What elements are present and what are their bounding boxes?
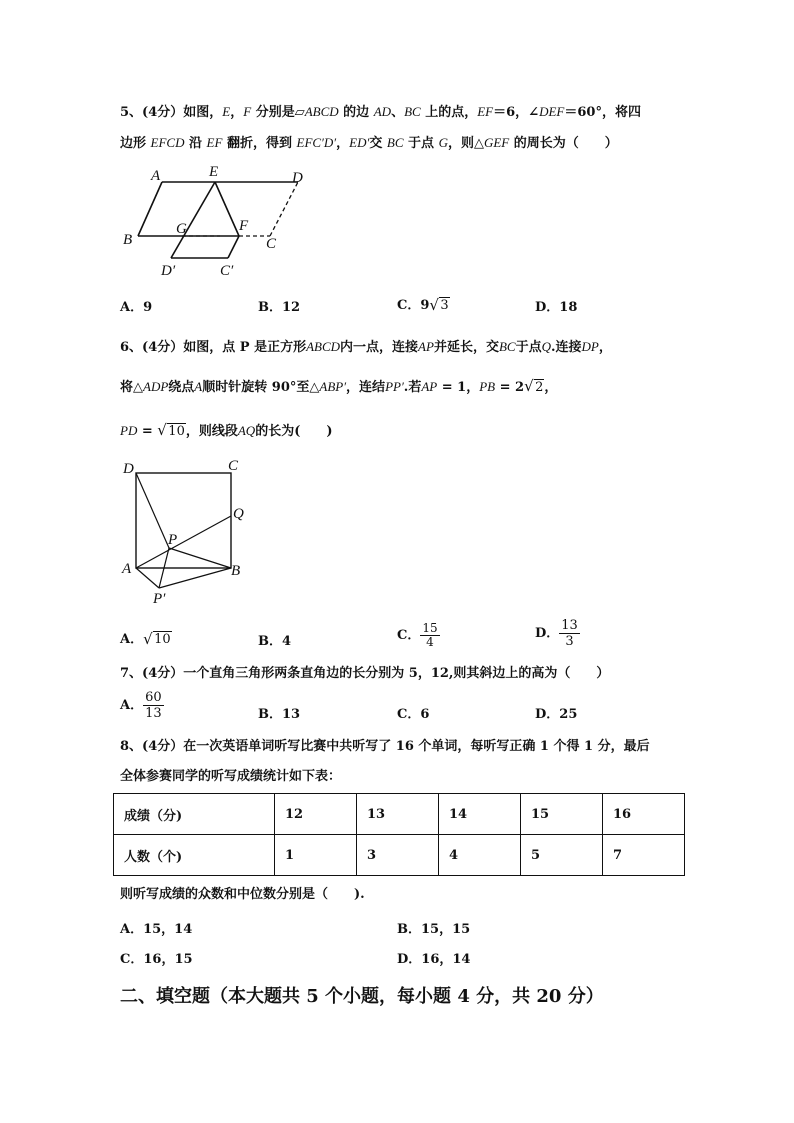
q6-option-c-text: C． <box>397 628 421 643</box>
q5-line-2 <box>120 134 618 153</box>
sqrt-value: 10 <box>154 632 171 647</box>
sqrt-symbol: √ 3 <box>429 296 449 314</box>
label-D: D <box>292 170 303 186</box>
sqrt-value: 2 <box>535 380 544 395</box>
table-cell: 3 <box>357 835 439 876</box>
q5-option-c-text: C．9 <box>397 298 430 313</box>
q6-text: ABCD <box>306 339 341 354</box>
q5-text: 边形 <box>120 136 151 151</box>
q5-text: ABCD <box>304 104 339 119</box>
label-D: D <box>123 461 134 477</box>
q6-text: 于点 <box>515 340 542 355</box>
q6-option-a-text: A． <box>120 632 144 647</box>
q6-text: 6、(4分）如图，点 P 是正方形 <box>120 340 307 355</box>
numerator: 13 <box>561 618 578 633</box>
q5-text: 交 <box>369 136 387 151</box>
q6-line-3 <box>120 422 333 441</box>
sqrt-symbol: √ 10 <box>157 421 185 439</box>
q6-text: .若 <box>403 380 422 395</box>
q6-line-1 <box>120 338 612 357</box>
q7-option-a[interactable] <box>120 690 164 721</box>
q6-option-c[interactable] <box>397 622 440 649</box>
q6-text: 绕点 <box>168 380 195 395</box>
q5-text: EFC′D′ <box>296 135 337 150</box>
q6-text: 顺时针旋转 90°至△ <box>202 380 320 395</box>
q5-text: G <box>438 135 448 150</box>
edge-CD-dashed <box>270 182 298 236</box>
fraction <box>143 690 164 721</box>
label-C: C <box>266 236 277 252</box>
q5-text: BC <box>386 135 404 150</box>
q5-text: F <box>243 104 252 119</box>
q6-text: 并延长，交 <box>433 340 499 355</box>
table-row <box>114 794 685 835</box>
q6-text: AQ <box>237 423 256 438</box>
q5-text: 的周长为（ ） <box>509 136 618 151</box>
label-G: G <box>176 221 187 237</box>
q6-text: .连接 <box>550 340 582 355</box>
sqrt-symbol: √ 2 <box>524 377 544 395</box>
q5-text: EF <box>477 104 494 119</box>
table-cell: 4 <box>439 835 521 876</box>
q6-text: DP <box>581 339 599 354</box>
q6-text: PB <box>479 379 496 394</box>
q6-text: Q <box>541 339 551 354</box>
q6-option-d-text: D． <box>535 626 560 641</box>
q6-option-b[interactable]: B．4 <box>258 634 292 649</box>
q8-option-d[interactable]: D．16，14 <box>397 952 471 967</box>
q5-text: ＝6，∠ <box>493 105 540 120</box>
q7-text: 7、(4分）一个直角三角形两条直角边的长分别为 5，12,则其斜边上的高为（ ） <box>120 666 610 681</box>
table-cell: 人数（个) <box>114 835 275 876</box>
square-ABCD <box>136 473 231 568</box>
q5-text: EFCD <box>150 135 185 150</box>
label-Q: Q <box>233 506 244 522</box>
q8-option-b[interactable]: B．15，15 <box>397 922 471 937</box>
q5-text: EF <box>206 135 223 150</box>
q5-text: ，则△ <box>447 136 484 151</box>
q5-text: ， <box>230 105 244 120</box>
q5-text: 、 <box>391 105 405 120</box>
numerator: 15 <box>422 621 438 635</box>
table-row <box>114 835 685 876</box>
q5-text: 上的点， <box>420 105 478 120</box>
table-cell: 14 <box>439 794 521 835</box>
q6-text: = <box>137 424 158 439</box>
q7-option-d[interactable]: D．25 <box>535 707 578 722</box>
q6-text: AP <box>421 379 438 394</box>
q7-option-c[interactable]: C．6 <box>397 707 430 722</box>
label-B: B <box>231 563 241 579</box>
score-table <box>113 793 685 876</box>
table-cell: 13 <box>357 794 439 835</box>
sqrt-value: 10 <box>168 424 185 439</box>
q5-text: 5、(4分）如图， <box>120 105 223 120</box>
q5-text: 的边 <box>338 105 374 120</box>
q8-line-1: 8、(4分）在一次英语单词听写比赛中共听写了 16 个单词，每听写正确 1 个得 1 分，最后 <box>120 739 650 754</box>
q6-text: A <box>194 379 203 394</box>
q6-text: 将△ <box>120 380 143 395</box>
q6-text: = 2 <box>495 380 525 395</box>
segment-PB <box>169 548 231 568</box>
q5-text: GEF <box>483 135 510 150</box>
q5-text: AD <box>373 104 392 119</box>
q5-option-d[interactable]: D．18 <box>535 300 578 315</box>
q5-text: E <box>222 104 231 119</box>
q7-option-a-text: A． <box>120 698 144 713</box>
q5-line-1 <box>120 103 641 122</box>
segment-DP <box>136 473 169 548</box>
q6-square-figure <box>118 456 258 612</box>
label-C: C <box>228 458 239 474</box>
edge-EF <box>215 182 239 236</box>
q5-option-b[interactable]: B．12 <box>258 300 301 315</box>
q5-text: 沿 <box>184 136 207 151</box>
table-cell: 16 <box>603 794 685 835</box>
q6-option-d[interactable] <box>535 618 580 649</box>
q6-text: BC <box>498 339 516 354</box>
q7-option-b[interactable]: B．13 <box>258 707 301 722</box>
denominator: 4 <box>426 635 434 649</box>
label-F: F <box>239 218 249 234</box>
denominator: 13 <box>145 706 162 721</box>
q6-text: ，则线段 <box>185 424 238 439</box>
q6-text: 内一点，连接 <box>340 340 419 355</box>
q5-text: 翻折，得到 <box>222 136 297 151</box>
edge-AB <box>138 182 162 236</box>
sqrt-value: 3 <box>440 298 449 313</box>
label-C-prime: C′ <box>220 263 234 279</box>
q6-text: ， <box>598 340 612 355</box>
numerator: 60 <box>145 690 162 705</box>
q5-text: ＝60°，将四 <box>564 105 641 120</box>
denominator: 3 <box>565 634 574 649</box>
table-cell: 15 <box>521 794 603 835</box>
q8-option-a[interactable]: A．15，14 <box>120 922 193 937</box>
q6-line-2 <box>120 378 557 397</box>
table-cell: 7 <box>603 835 685 876</box>
label-D-prime: D′ <box>161 263 176 279</box>
q6-text: ADP <box>143 379 169 394</box>
table-cell: 1 <box>275 835 357 876</box>
label-E: E <box>209 164 219 180</box>
q5-option-c[interactable] <box>397 294 450 313</box>
q6-text: PD <box>120 423 138 438</box>
q8-question: 则听写成绩的众数和中位数分别是（ ). <box>120 887 365 902</box>
q5-text: BC <box>404 104 421 119</box>
section-heading: 二、填空题（本大题共 5 个小题，每小题 4 分，共 20 分） <box>120 986 604 1007</box>
q6-text: ，连结 <box>346 380 386 395</box>
q5-option-a[interactable]: A．9 <box>120 300 153 315</box>
segment-AP-prime <box>136 568 159 588</box>
label-A: A <box>122 561 132 577</box>
edge-ED-prime <box>171 182 215 258</box>
q5-parallelogram-figure <box>118 160 318 282</box>
q6-text: ， <box>544 380 558 395</box>
segment-AQ <box>136 516 231 568</box>
q8-option-c[interactable]: C．16，15 <box>120 952 193 967</box>
table-cell: 5 <box>521 835 603 876</box>
label-P: P <box>168 532 178 548</box>
label-B: B <box>123 232 133 248</box>
edge-C-prime-F <box>228 236 239 258</box>
q6-option-a[interactable] <box>120 628 172 647</box>
q5-text: ED′ <box>349 135 370 150</box>
q6-text: = 1， <box>437 380 480 395</box>
sqrt-symbol: √ 10 <box>143 630 171 648</box>
q6-text: PP′ <box>385 379 404 394</box>
q5-text: 于点 <box>403 136 439 151</box>
table-cell: 12 <box>275 794 357 835</box>
q5-text: 分别是▱ <box>251 105 305 120</box>
q5-text: DEF <box>539 104 565 119</box>
q6-text: 的长为( ) <box>255 424 333 439</box>
fraction <box>420 622 439 649</box>
q6-text: AP <box>418 339 434 354</box>
q6-text: ABP′ <box>319 379 347 394</box>
segment-P-prime-B <box>159 568 231 588</box>
q5-text: ， <box>336 136 350 151</box>
fraction <box>559 618 580 649</box>
label-A: A <box>151 168 161 184</box>
table-cell: 成绩（分) <box>114 794 275 835</box>
label-P-prime: P′ <box>153 591 166 607</box>
q8-line-2: 全体参赛同学的听写成绩统计如下表： <box>120 769 342 784</box>
